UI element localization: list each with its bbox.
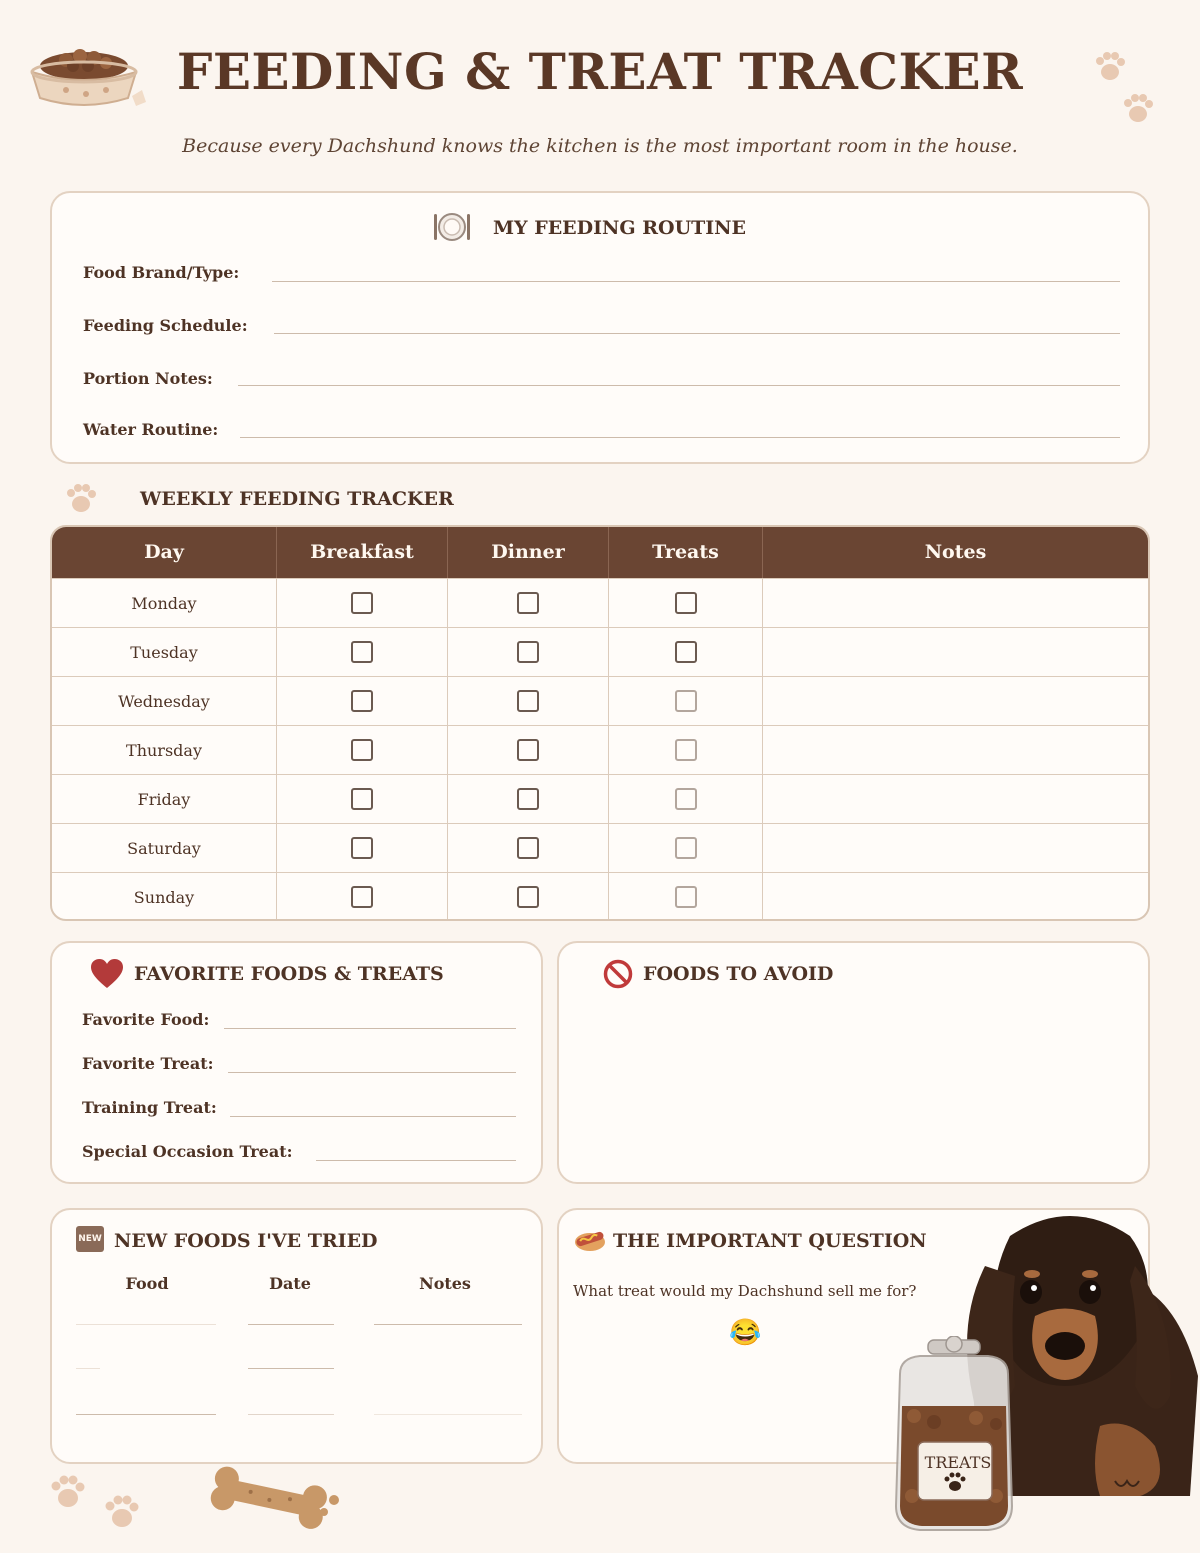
food-entry-field[interactable]	[76, 1368, 100, 1369]
weekly-tracker-title: WEEKLY FEEDING TRACKER	[140, 488, 454, 510]
notes-entry-field[interactable]	[374, 1324, 522, 1325]
food-brand-label: Food Brand/Type:	[83, 263, 240, 282]
special-occasion-treat-label: Special Occasion Treat:	[82, 1142, 293, 1161]
day-cell: Friday	[52, 775, 277, 823]
dinner-checkbox[interactable]	[517, 690, 539, 712]
day-cell: Monday	[52, 579, 277, 627]
breakfast-checkbox[interactable]	[351, 641, 373, 663]
food-brand-field[interactable]	[272, 281, 1120, 282]
water-routine-field[interactable]	[240, 437, 1120, 438]
date-entry-field[interactable]	[248, 1414, 334, 1415]
table-row	[52, 872, 1148, 921]
table-row	[52, 627, 1148, 676]
treats-checkbox[interactable]	[675, 886, 697, 908]
notes-cell[interactable]	[763, 579, 1148, 627]
feeding-routine-title: MY FEEDING ROUTINE	[493, 217, 747, 239]
breakfast-checkbox[interactable]	[351, 788, 373, 810]
notes-cell[interactable]	[763, 726, 1148, 774]
treat-jar-illustration	[884, 1336, 1024, 1536]
table-row	[52, 774, 1148, 823]
heart-icon	[90, 959, 124, 989]
notes-cell[interactable]	[763, 873, 1148, 921]
no-entry-icon	[603, 959, 633, 989]
foods-to-avoid-area[interactable]	[589, 1003, 1119, 1163]
breakfast-checkbox[interactable]	[351, 886, 373, 908]
column-header-date: Date	[269, 1274, 311, 1293]
hotdog-icon	[573, 1226, 607, 1254]
favorite-treat-field[interactable]	[228, 1072, 516, 1073]
dinner-checkbox[interactable]	[517, 788, 539, 810]
page-subtitle: Because every Dachshund knows the kitchen is the most important room in the house.	[182, 135, 1018, 157]
plate-cutlery-icon	[432, 211, 472, 243]
column-header-food: Food	[125, 1274, 169, 1293]
important-question-title: THE IMPORTANT QUESTION	[613, 1230, 927, 1252]
foods-to-avoid-card	[557, 941, 1150, 1184]
feeding-schedule-label: Feeding Schedule:	[83, 316, 248, 335]
day-cell: Wednesday	[52, 677, 277, 725]
paw-print-icon	[62, 482, 100, 516]
dog-bone-icon	[200, 1464, 350, 1530]
date-entry-field[interactable]	[248, 1324, 334, 1325]
column-header-dinner: Dinner	[448, 527, 609, 578]
special-occasion-treat-field[interactable]	[316, 1160, 516, 1161]
training-treat-field[interactable]	[230, 1116, 516, 1117]
table-row	[52, 725, 1148, 774]
new-foods-card	[50, 1208, 543, 1464]
notes-cell[interactable]	[763, 775, 1148, 823]
weekly-feeding-table	[50, 525, 1150, 921]
breakfast-checkbox[interactable]	[351, 739, 373, 761]
day-cell: Saturday	[52, 824, 277, 872]
column-header-treats: Treats	[609, 527, 763, 578]
breakfast-checkbox[interactable]	[351, 592, 373, 614]
food-entry-field[interactable]	[76, 1414, 216, 1415]
portion-notes-label: Portion Notes:	[83, 369, 213, 388]
table-row	[52, 823, 1148, 872]
favorite-foods-card	[50, 941, 543, 1184]
treat-jar-label: TREATS	[924, 1453, 992, 1472]
notes-cell[interactable]	[763, 824, 1148, 872]
new-badge-icon: NEW	[76, 1226, 104, 1252]
dinner-checkbox[interactable]	[517, 641, 539, 663]
treats-checkbox[interactable]	[675, 788, 697, 810]
column-header-day: Day	[52, 527, 277, 578]
breakfast-checkbox[interactable]	[351, 690, 373, 712]
important-question-answer-area[interactable]	[573, 1360, 873, 1440]
dinner-checkbox[interactable]	[517, 886, 539, 908]
treats-checkbox[interactable]	[675, 690, 697, 712]
dinner-checkbox[interactable]	[517, 739, 539, 761]
table-header	[52, 527, 1148, 578]
notes-cell[interactable]	[763, 628, 1148, 676]
notes-entry-field[interactable]	[374, 1414, 522, 1415]
training-treat-label: Training Treat:	[82, 1098, 217, 1117]
breakfast-checkbox[interactable]	[351, 837, 373, 859]
favorite-foods-title: FAVORITE FOODS & TREATS	[134, 963, 444, 985]
portion-notes-field[interactable]	[238, 385, 1120, 386]
laughing-emoji: 😂	[729, 1318, 762, 1348]
treats-checkbox[interactable]	[675, 592, 697, 614]
favorite-food-label: Favorite Food:	[82, 1010, 210, 1029]
foods-to-avoid-title: FOODS TO AVOID	[643, 963, 834, 985]
date-entry-field[interactable]	[248, 1368, 334, 1369]
dinner-checkbox[interactable]	[517, 837, 539, 859]
feeding-routine-card	[50, 191, 1150, 464]
column-header-notes: Notes	[419, 1274, 471, 1293]
paw-print-icon	[46, 1470, 146, 1536]
page-title: FEEDING & TREAT TRACKER	[176, 42, 1024, 101]
day-cell: Thursday	[52, 726, 277, 774]
day-cell: Tuesday	[52, 628, 277, 676]
column-header-breakfast: Breakfast	[277, 527, 448, 578]
water-routine-label: Water Routine:	[83, 420, 219, 439]
treats-checkbox[interactable]	[675, 837, 697, 859]
favorite-treat-label: Favorite Treat:	[82, 1054, 214, 1073]
treats-checkbox[interactable]	[675, 641, 697, 663]
important-question-text: What treat would my Dachshund sell me for?	[573, 1282, 917, 1300]
table-row	[52, 676, 1148, 725]
column-header-notes: Notes	[924, 541, 987, 563]
new-foods-title: NEW FOODS I'VE TRIED	[114, 1230, 378, 1252]
feeding-schedule-field[interactable]	[274, 333, 1120, 334]
notes-cell[interactable]	[763, 677, 1148, 725]
table-row	[52, 578, 1148, 627]
day-cell: Sunday	[52, 873, 277, 921]
food-entry-field[interactable]	[76, 1324, 216, 1325]
favorite-food-field[interactable]	[224, 1028, 516, 1029]
dinner-checkbox[interactable]	[517, 592, 539, 614]
treats-checkbox[interactable]	[675, 739, 697, 761]
